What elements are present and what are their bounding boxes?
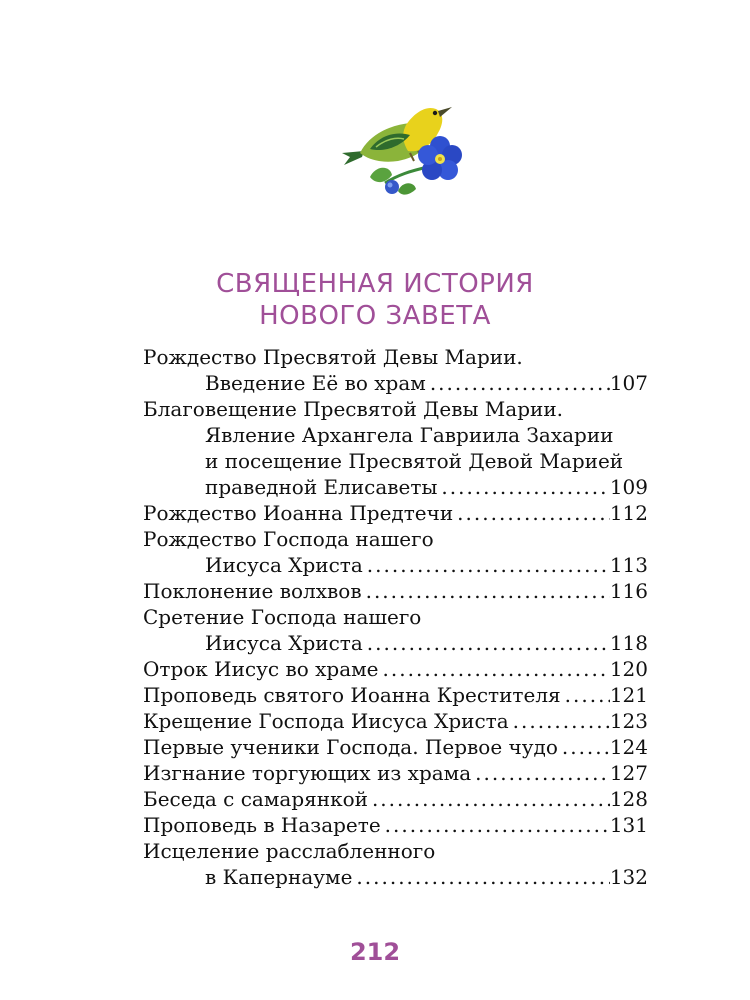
- toc-entry: [143, 396, 648, 500]
- toc-entry: [143, 708, 648, 734]
- toc-entry-title: Явление Архангела Гавриила Захарии: [205, 423, 614, 447]
- toc-entry: [143, 734, 648, 760]
- dot-leader: [561, 682, 610, 708]
- toc-entry-page: 128: [609, 787, 648, 811]
- dot-leader: [381, 812, 610, 838]
- toc-entry-title: Исцеление расслабленного: [143, 839, 436, 863]
- section-title-line-1: СВЯЩЕННАЯ ИСТОРИЯ: [216, 269, 534, 299]
- toc-entry-title: Рождество Господа нашего: [143, 527, 434, 551]
- toc-entry-page: 127: [609, 761, 648, 785]
- toc-entry: [143, 604, 648, 656]
- toc-entry-page: 121: [609, 683, 648, 707]
- toc-entry-title: Введение Её во храм: [205, 371, 426, 395]
- toc-entry-title: Благовещение Пресвятой Девы Марии.: [143, 397, 564, 421]
- toc-entry-page: 107: [609, 371, 648, 395]
- toc-entry: [143, 786, 648, 812]
- toc-entry: [143, 682, 648, 708]
- section-title: [0, 268, 750, 332]
- dot-leader: [368, 786, 610, 812]
- dot-leader: [379, 656, 610, 682]
- toc-entry-title: Поклонение волхвов: [143, 579, 362, 603]
- toc-entry: [143, 526, 648, 578]
- toc-entry-title: Рождество Иоанна Предтечи: [143, 501, 454, 525]
- toc-entry: [143, 838, 648, 890]
- toc-entry-title: праведной Елисаветы: [205, 475, 438, 499]
- dot-leader: [363, 630, 610, 656]
- table-of-contents: [143, 344, 648, 890]
- toc-entry-page: 118: [609, 631, 648, 655]
- toc-entry-title: и посещение Пресвятой Девой Марией: [205, 449, 624, 473]
- toc-entry: [143, 656, 648, 682]
- toc-entry-page: 112: [609, 501, 648, 525]
- toc-entry: [143, 812, 648, 838]
- toc-entry: [143, 500, 648, 526]
- toc-entry-page: 131: [609, 813, 648, 837]
- toc-entry-title: Крещение Господа Иисуса Христа: [143, 709, 509, 733]
- toc-entry-title: Иисуса Христа: [205, 631, 363, 655]
- toc-entry-title: Беседа с самарянкой: [143, 787, 368, 811]
- toc-entry-page: 123: [609, 709, 648, 733]
- dot-leader: [352, 864, 609, 890]
- page-number: 212: [349, 938, 401, 966]
- toc-entry-page: 132: [609, 865, 648, 889]
- toc-entry-page: 120: [609, 657, 648, 681]
- dot-leader: [453, 500, 610, 526]
- toc-entry-page: 109: [609, 475, 648, 499]
- toc-entry-title: Рождество Пресвятой Девы Марии.: [143, 345, 523, 369]
- toc-entry-page: 124: [609, 735, 648, 759]
- toc-entry-title: в Капернауме: [205, 865, 353, 889]
- toc-entry-title: Проповедь в Назарете: [143, 813, 381, 837]
- section-title-line-2: НОВОГО ЗАВЕТА: [259, 301, 491, 331]
- dot-leader: [437, 474, 609, 500]
- toc-entry-title: Отрок Иисус во храме: [143, 657, 379, 681]
- toc-entry-title: Первые ученики Господа. Первое чудо: [143, 735, 558, 759]
- toc-entry-title: Сретение Господа нашего: [143, 605, 422, 629]
- dot-leader: [426, 370, 610, 396]
- dot-leader: [509, 708, 610, 734]
- dot-leader: [471, 760, 610, 786]
- toc-entry-title: Иисуса Христа: [205, 553, 363, 577]
- bird-on-flower-icon: [340, 95, 470, 205]
- dot-leader: [362, 578, 610, 604]
- toc-entry: [143, 578, 648, 604]
- toc-entry: [143, 344, 648, 396]
- toc-entry-page: 113: [609, 553, 648, 577]
- toc-entry: [143, 760, 648, 786]
- dot-leader: [558, 734, 610, 760]
- toc-entry-title: Изгнание торгующих из храма: [143, 761, 472, 785]
- toc-entry-page: 116: [609, 579, 648, 603]
- toc-entry-title: Проповедь святого Иоанна Крестителя: [143, 683, 561, 707]
- dot-leader: [363, 552, 610, 578]
